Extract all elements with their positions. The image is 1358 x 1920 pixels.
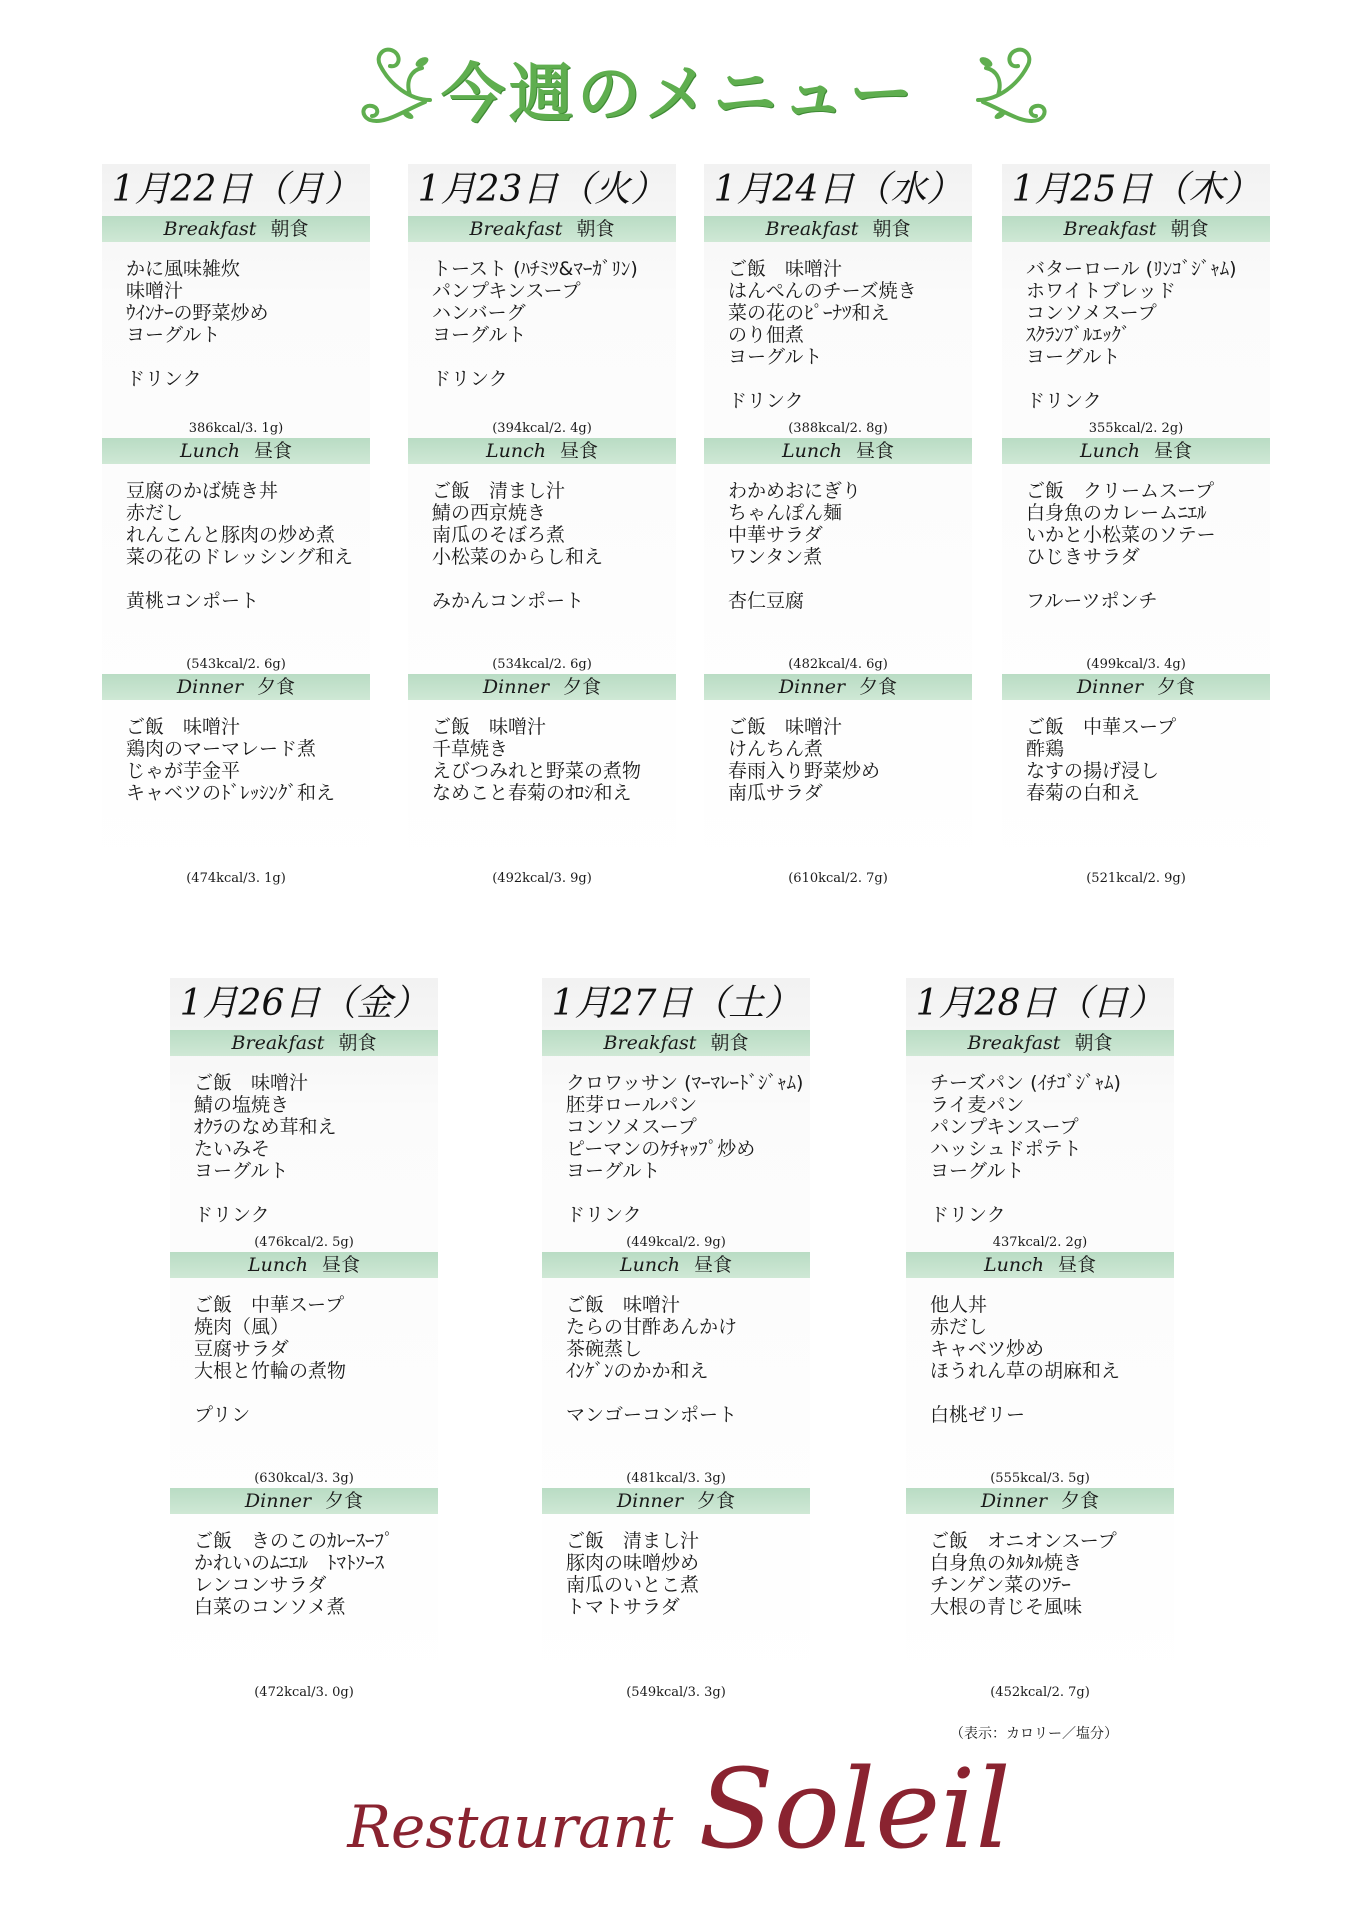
menu-item: じゃが芋金平 <box>126 760 241 782</box>
menu-item: プリン <box>194 1404 251 1426</box>
breakfast-items <box>170 1056 438 1234</box>
menu-item: ヨーグルト <box>1026 346 1121 368</box>
menu-item: キャベツのﾄﾞﾚｯｼﾝｸﾞ和え <box>126 782 336 804</box>
menu-item: かれいのﾑﾆｴﾙ ﾄﾏﾄｿｰｽ <box>194 1552 385 1574</box>
breakfast-label-jp: 朝食 <box>338 1032 377 1054</box>
lunch-label-jp: 昼食 <box>693 1254 732 1276</box>
menu-item: ご飯 味噌汁 <box>432 716 547 738</box>
menu-item: ヨーグルト <box>728 346 823 368</box>
menu-item: 鶏肉のマーマレード煮 <box>126 738 317 760</box>
lunch-label-en: Lunch <box>180 440 240 462</box>
day-date: 1月26日（金） <box>179 983 429 1024</box>
menu-item: いかと小松菜のソテー <box>1026 524 1216 546</box>
breakfast-header <box>170 1030 438 1056</box>
menu-item: 杏仁豆腐 <box>728 590 805 612</box>
day-menu <box>906 978 1174 1702</box>
menu-item: ご飯 クリームスープ <box>1026 480 1215 502</box>
breakfast-nutrition: 437kcal/2. 2g) <box>992 1235 1088 1250</box>
menu-item: ドリンク <box>432 368 508 390</box>
menu-item: 中華サラダ <box>728 524 823 546</box>
menu-item: わかめおにぎり <box>728 480 862 502</box>
menu-item: はんぺんのチーズ焼き <box>728 280 917 302</box>
dinner-label-en: Dinner <box>1076 676 1144 698</box>
breakfast-header <box>704 216 972 242</box>
dinner-header <box>1002 674 1270 700</box>
breakfast-items <box>408 242 676 420</box>
lunch-header <box>1002 438 1270 464</box>
dinner-items <box>906 1514 1174 1684</box>
menu-item: ヨーグルト <box>566 1160 661 1182</box>
lunch-header <box>408 438 676 464</box>
menu-item: 白身魚のﾀﾙﾀﾙ焼き <box>930 1552 1083 1574</box>
day-menu <box>408 164 676 888</box>
dinner-nutrition: (472kcal/3. 0g) <box>254 1685 354 1700</box>
lunch-header <box>906 1252 1174 1278</box>
lunch-nutrition: (534kcal/2. 6g) <box>492 657 592 672</box>
menu-item: ほうれん草の胡麻和え <box>930 1360 1121 1382</box>
menu-item: 白身魚のカレームﾆｴﾙ <box>1026 502 1207 524</box>
lunch-nutrition: (543kcal/2. 6g) <box>186 657 286 672</box>
menu-item: パンプキンスープ <box>432 280 581 302</box>
menu-item: 黄桃コンポート <box>126 590 260 612</box>
menu-item: ご飯 味噌汁 <box>566 1294 681 1316</box>
dinner-label-jp: 夕食 <box>325 1490 364 1512</box>
menu-item: コンソメスープ <box>1026 302 1157 324</box>
day-date: 1月22日（月） <box>111 169 361 210</box>
menu-item: ドリンク <box>194 1204 270 1226</box>
breakfast-label-en: Breakfast <box>231 1032 325 1054</box>
breakfast-label-en: Breakfast <box>163 218 257 240</box>
dinner-items <box>1002 700 1270 870</box>
lunch-label-en: Lunch <box>782 440 842 462</box>
dinner-header <box>170 1488 438 1514</box>
menu-item: ヨーグルト <box>126 324 221 346</box>
dinner-label-en: Dinner <box>244 1490 312 1512</box>
dinner-header <box>408 674 676 700</box>
breakfast-header <box>1002 216 1270 242</box>
lunch-label-jp: 昼食 <box>253 440 292 462</box>
menu-item: クロワッサン (ﾏｰﾏﾚｰﾄﾞｼﾞｬﾑ) <box>566 1072 804 1094</box>
menu-item: チーズパン (ｲﾁｺﾞｼﾞｬﾑ) <box>930 1072 1121 1094</box>
breakfast-nutrition: (394kcal/2. 4g) <box>492 421 592 436</box>
menu-item: ドリンク <box>728 390 804 412</box>
breakfast-items <box>1002 242 1270 420</box>
lunch-label-jp: 昼食 <box>559 440 598 462</box>
menu-item: 茶碗蒸し <box>566 1338 643 1360</box>
dinner-header <box>102 674 370 700</box>
menu-item: 小松菜のからし和え <box>432 546 604 568</box>
menu-item: ｵｸﾗのなめ茸和え <box>194 1116 337 1138</box>
day-date: 1月28日（日） <box>915 983 1165 1024</box>
menu-item: なすの揚げ浸し <box>1026 760 1160 782</box>
dinner-label-en: Dinner <box>176 676 244 698</box>
breakfast-label-en: Breakfast <box>603 1032 697 1054</box>
menu-item: のり佃煮 <box>728 324 805 346</box>
menu-item: ヨーグルト <box>930 1160 1025 1182</box>
lunch-label-en: Lunch <box>984 1254 1044 1276</box>
lunch-label-jp: 昼食 <box>1153 440 1192 462</box>
menu-item: 春菊の白和え <box>1026 782 1141 804</box>
menu-item: トマトサラダ <box>566 1596 680 1618</box>
day-menu <box>542 978 810 1702</box>
menu-item: キャベツ炒め <box>930 1338 1045 1360</box>
menu-item: 焼肉（風） <box>194 1316 290 1338</box>
menu-item: 赤だし <box>930 1316 988 1338</box>
menu-item: 胚芽ロールパン <box>566 1094 698 1116</box>
menu-item: トースト (ﾊﾁﾐﾂ&ﾏｰｶﾞﾘﾝ) <box>432 258 638 280</box>
menu-item: ヨーグルト <box>194 1160 289 1182</box>
breakfast-nutrition: (476kcal/2. 5g) <box>254 1235 354 1250</box>
menu-item: 他人丼 <box>930 1294 988 1316</box>
menu-item: なめこと春菊のｵﾛｼ和え <box>432 782 632 804</box>
lunch-nutrition: (555kcal/3. 5g) <box>990 1471 1090 1486</box>
menu-item: チンゲン菜のｿﾃｰ <box>930 1574 1071 1596</box>
breakfast-label-jp: 朝食 <box>270 218 309 240</box>
breakfast-header <box>906 1030 1174 1056</box>
menu-item: ピーマンのｹﾁｬｯﾌﾟ炒め <box>566 1138 756 1160</box>
menu-item: ヨーグルト <box>432 324 527 346</box>
breakfast-header <box>102 216 370 242</box>
legend-note: （表示：カロリー／塩分） <box>950 1726 1118 1742</box>
menu-item: ご飯 きのこのｶﾚｰｽｰﾌﾟ <box>194 1530 394 1552</box>
dinner-nutrition: (452kcal/2. 7g) <box>990 1685 1090 1700</box>
menu-item: ワンタン煮 <box>728 546 823 568</box>
breakfast-header <box>542 1030 810 1056</box>
menu-item: たらの甘酢あんかけ <box>566 1316 738 1338</box>
dinner-label-jp: 夕食 <box>697 1490 736 1512</box>
day-menu <box>1002 164 1270 888</box>
dinner-nutrition: (549kcal/3. 3g) <box>626 1685 726 1700</box>
dinner-items <box>704 700 972 870</box>
menu-item: 南瓜サラダ <box>728 782 823 804</box>
lunch-items <box>906 1278 1174 1470</box>
menu-item: 豆腐のかば焼き丼 <box>126 480 279 502</box>
lunch-label-en: Lunch <box>620 1254 680 1276</box>
menu-item: ライ麦パン <box>930 1094 1025 1116</box>
menu-item: ハンバーグ <box>432 302 526 324</box>
day-date: 1月24日（水） <box>713 169 963 210</box>
menu-item: けんちん煮 <box>728 738 824 760</box>
menu-item: たいみそ <box>194 1138 271 1160</box>
dinner-label-en: Dinner <box>616 1490 684 1512</box>
breakfast-items <box>704 242 972 420</box>
menu-item: ｲﾝｹﾞﾝのかか和え <box>566 1360 709 1382</box>
breakfast-label-jp: 朝食 <box>872 218 911 240</box>
lunch-label-en: Lunch <box>486 440 546 462</box>
page-title: 今週のメニュー <box>441 57 917 132</box>
menu-item: 千草焼き <box>432 738 509 760</box>
dinner-items <box>408 700 676 870</box>
lunch-header <box>170 1252 438 1278</box>
lunch-label-jp: 昼食 <box>855 440 894 462</box>
day-menu <box>102 164 370 888</box>
menu-item: ご飯 オニオンスープ <box>930 1530 1117 1552</box>
breakfast-label-en: Breakfast <box>765 218 859 240</box>
dinner-nutrition: (492kcal/3. 9g) <box>492 871 592 886</box>
lunch-items <box>170 1278 438 1470</box>
menu-item: 赤だし <box>126 502 184 524</box>
breakfast-nutrition: (449kcal/2. 9g) <box>626 1235 726 1250</box>
breakfast-nutrition: 355kcal/2. 2g) <box>1088 421 1184 436</box>
breakfast-label-en: Breakfast <box>967 1032 1061 1054</box>
restaurant-logo <box>0 1745 1358 1885</box>
breakfast-items <box>102 242 370 420</box>
lunch-label-jp: 昼食 <box>1057 1254 1096 1276</box>
lunch-header <box>102 438 370 464</box>
dinner-nutrition: (521kcal/2. 9g) <box>1086 871 1186 886</box>
dinner-label-jp: 夕食 <box>1061 1490 1100 1512</box>
lunch-nutrition: (630kcal/3. 3g) <box>254 1471 354 1486</box>
menu-item: ご飯 中華スープ <box>194 1294 345 1316</box>
day-date: 1月25日（木） <box>1011 169 1261 210</box>
lunch-items <box>1002 464 1270 656</box>
breakfast-header <box>408 216 676 242</box>
dinner-label-en: Dinner <box>980 1490 1048 1512</box>
menu-item: ご飯 中華スープ <box>1026 716 1177 738</box>
menu-item: ドリンク <box>566 1204 642 1226</box>
menu-item: 豆腐サラダ <box>194 1338 289 1360</box>
lunch-nutrition: (499kcal/3. 4g) <box>1086 657 1186 672</box>
breakfast-items <box>542 1056 810 1234</box>
menu-item: ｽｸﾗﾝﾌﾞﾙｴｯｸﾞ <box>1026 324 1131 346</box>
logo-restaurant-text: Restaurant <box>347 1793 674 1861</box>
menu-item: 鯖の西京焼き <box>432 502 547 524</box>
breakfast-nutrition: (388kcal/2. 8g) <box>788 421 888 436</box>
breakfast-label-jp: 朝食 <box>576 218 615 240</box>
breakfast-items <box>906 1056 1174 1234</box>
menu-item: みかんコンポート <box>432 590 585 612</box>
menu-item: ドリンク <box>126 368 202 390</box>
dinner-label-en: Dinner <box>482 676 550 698</box>
dinner-nutrition: (474kcal/3. 1g) <box>186 871 286 886</box>
day-date: 1月23日（火） <box>417 169 667 210</box>
menu-item: コンソメスープ <box>566 1116 697 1138</box>
dinner-label-jp: 夕食 <box>257 676 296 698</box>
dinner-label-jp: 夕食 <box>563 676 602 698</box>
menu-item: 春雨入り野菜炒め <box>728 760 881 782</box>
dinner-nutrition: (610kcal/2. 7g) <box>788 871 888 886</box>
menu-item: 白菜のコンソメ煮 <box>194 1596 346 1618</box>
lunch-nutrition: (481kcal/3. 3g) <box>626 1471 726 1486</box>
menu-item: ご飯 清まし汁 <box>566 1530 700 1552</box>
menu-item: れんこんと豚肉の炒め煮 <box>126 524 336 546</box>
menu-item: レンコンサラダ <box>194 1574 327 1596</box>
lunch-label-jp: 昼食 <box>321 1254 360 1276</box>
menu-header <box>0 40 1358 150</box>
breakfast-label-jp: 朝食 <box>710 1032 749 1054</box>
lunch-label-en: Lunch <box>1080 440 1140 462</box>
dinner-label-jp: 夕食 <box>859 676 898 698</box>
menu-item: ご飯 味噌汁 <box>126 716 241 738</box>
dinner-items <box>542 1514 810 1684</box>
breakfast-label-jp: 朝食 <box>1074 1032 1113 1054</box>
menu-item: ご飯 味噌汁 <box>728 716 843 738</box>
menu-item: ドリンク <box>930 1204 1006 1226</box>
menu-item: 酢鶏 <box>1026 738 1065 760</box>
menu-item: 南瓜のいとこ煮 <box>566 1574 700 1596</box>
menu-item: ホワイトブレッド <box>1026 280 1176 302</box>
lunch-nutrition: (482kcal/4. 6g) <box>788 657 888 672</box>
menu-item: パンプキンスープ <box>930 1116 1079 1138</box>
menu-item: 菜の花のドレッシング和え <box>126 546 353 568</box>
menu-item: 大根と竹輪の煮物 <box>194 1360 347 1382</box>
menu-item: ご飯 味噌汁 <box>194 1072 309 1094</box>
day-menu <box>170 978 438 1702</box>
menu-item: ハッシュドポテト <box>930 1138 1082 1160</box>
menu-item: フルーツポンチ <box>1026 590 1158 612</box>
menu-item: 白桃ゼリー <box>930 1404 1026 1426</box>
lunch-items <box>704 464 972 656</box>
lunch-header <box>704 438 972 464</box>
menu-item: ご飯 清まし汁 <box>432 480 566 502</box>
menu-item: ご飯 味噌汁 <box>728 258 843 280</box>
dinner-label-en: Dinner <box>778 676 846 698</box>
menu-item: かに風味雑炊 <box>126 258 241 280</box>
menu-item: 大根の青じそ風味 <box>930 1596 1083 1618</box>
dinner-header <box>542 1488 810 1514</box>
menu-item: ちゃんぽん麺 <box>728 502 843 524</box>
day-date: 1月27日（土） <box>551 983 801 1024</box>
day-menu <box>704 164 972 888</box>
menu-item: 南瓜のそぼろ煮 <box>432 524 566 546</box>
menu-item: ドリンク <box>1026 390 1102 412</box>
menu-item: 鯖の塩焼き <box>194 1094 290 1116</box>
menu-item: 味噌汁 <box>126 280 184 302</box>
menu-item: バターロール (ﾘﾝｺﾞｼﾞｬﾑ) <box>1026 258 1237 280</box>
breakfast-label-en: Breakfast <box>469 218 563 240</box>
lunch-items <box>102 464 370 656</box>
menu-item: ひじきサラダ <box>1026 546 1140 568</box>
dinner-items <box>170 1514 438 1684</box>
menu-item: 豚肉の味噌炒め <box>566 1552 700 1574</box>
logo-soleil-text: Soleil <box>698 1745 1011 1873</box>
menu-item: 菜の花のﾋﾟｰﾅﾂ和え <box>728 302 890 324</box>
lunch-label-en: Lunch <box>248 1254 308 1276</box>
dinner-header <box>906 1488 1174 1514</box>
menu-item: マンゴーコンポート <box>566 1404 738 1426</box>
dinner-header <box>704 674 972 700</box>
menu-item: ｳｲﾝﾅｰの野菜炒め <box>126 302 269 324</box>
breakfast-nutrition: 386kcal/3. 1g) <box>188 421 284 436</box>
dinner-label-jp: 夕食 <box>1157 676 1196 698</box>
breakfast-label-en: Breakfast <box>1063 218 1157 240</box>
menu-item: えびつみれと野菜の煮物 <box>432 760 642 782</box>
lunch-items <box>542 1278 810 1470</box>
breakfast-label-jp: 朝食 <box>1170 218 1209 240</box>
dinner-items <box>102 700 370 870</box>
lunch-header <box>542 1252 810 1278</box>
lunch-items <box>408 464 676 656</box>
